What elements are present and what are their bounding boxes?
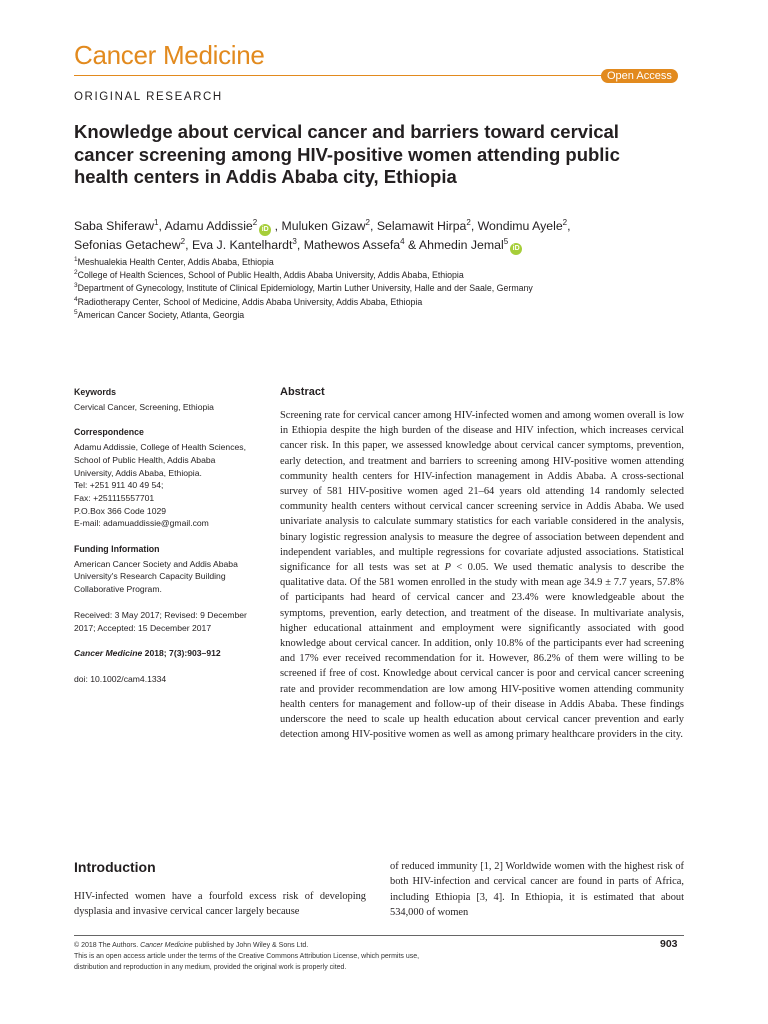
author-separator: , [271, 219, 282, 233]
author-separator: , [296, 238, 304, 252]
abstract-body: Screening rate for cervical cancer among HIV-infected women and among women overall is low in Ethiopia despite the high burden of the disease and HIV infection, which increases cervical cancer risk. In this paper, we assessed knowledge about cervical cancer symptoms, prevention, early detection, and treatment and barriers to screening among HIV-positive women attending community health centers for HIV-infection management in Addis Ababa. A cross-sectional survey of 581 HIV-positive women aged 21–64 years old attending 14 randomly selected community health centers without cervical cancer screening service in Addis Ababa. We used univariate analysis to calculate summary statistics for each variable considered in the analysis, binary logistic regression analysis to measure the degree of association between dependent and independent variables, and multiple regressions for covariate adjusted associations. Statistical significance for all tests was set at P < 0.05. We used thematic analysis to describe the qualitative data. Of the 581 women enrolled in the study with mean age 34.9 ± 7.7 years, 57.8% of participants had heard of cervical cancer and 23.4% were knowledgeable about the symptoms, prevention, early detection, and treatment of the disease. In multivariate analysis, higher educational attainment and employment were significantly associated with good knowledge about cervical cancer. In addition, only 10.8% of the participants ever had screening and 17% ever received recommendation for it. However, 86.2% of them were willing to be screened if free of cost. Knowledge about cervical cancer is poor and cervical cancer screening rate and provider recommendation are low among HIV-positive women attending community health centers for management and follow-up of their disease in Addis Ababa. These findings underscore the need to scale up health education about cervical cancer prevention and early detection among HIV-positive women as well as among primary healthcare providers in the city. [280, 410, 684, 741]
citation-journal: Cancer Medicine [74, 648, 143, 659]
affiliation-item: $^1$Meshualekia Health Center, Addis Ababa, Ethiopia [74, 256, 274, 267]
author-affiliation-mark: 5 [503, 236, 509, 246]
affiliation-item: $^2$College of Health Sciences, School of Public Health, Addis Ababa University, Addis Ababa, Ethiopia [74, 269, 464, 281]
author-affiliation-mark: 2 [180, 236, 186, 246]
author-name: Sefonias Getachew [74, 238, 181, 252]
author-name: Saba Shiferaw [74, 219, 154, 233]
funding-line: University's Research Capacity Building [74, 571, 226, 582]
author-affiliation-mark: 2 [466, 217, 471, 227]
article-dates [74, 609, 264, 634]
author-affiliation-mark: 2 [252, 217, 258, 227]
doi-link[interactable]: doi: 10.1002/cam4.1334 [74, 673, 167, 684]
correspondence-line: P.O.Box 366 Code 1029 [74, 505, 167, 516]
citation-volume: 2018; 7(3):903–912 [142, 648, 221, 659]
license-line-1: This is an open access article under the terms of the Creative Commons Attribution License, which permits use, [74, 953, 420, 961]
keywords-block [74, 386, 264, 413]
correspondence-line: School of Public Health, Addis Ababa [74, 454, 216, 465]
author-separator: & [404, 238, 419, 252]
article-info-sidebar [74, 386, 264, 699]
correspondence-block [74, 426, 264, 530]
citation-block [74, 647, 264, 660]
affiliation-item: $^4$Radiotherapy Center, School of Medicine, Addis Ababa University, Addis Ababa, Ethiopia [74, 295, 423, 307]
journal-title: Cancer Medicine [74, 40, 265, 70]
author-name: Muluken Gizaw [281, 219, 366, 233]
author-name: Wondimu Ayele [477, 219, 563, 233]
open-access-badge: Open Access [601, 69, 678, 83]
author-separator: , [185, 238, 192, 252]
copyright-footer [74, 940, 634, 974]
license-line-2: distribution and reproduction in any medium, provided the original work is properly cited. [74, 964, 347, 972]
author-separator: , [567, 219, 571, 233]
affiliation-list [74, 256, 694, 322]
introduction-heading: Introduction [74, 859, 156, 875]
keywords-text: Cervical Cancer, Screening, Ethiopia [74, 401, 214, 412]
author-name: Selamawit Hirpa [376, 219, 467, 233]
date-line: 2017; Accepted: 15 December 2017 [74, 622, 212, 633]
author-name: Eva J. Kantelhardt [191, 238, 293, 252]
author-affiliation-mark: 2 [562, 217, 568, 227]
affiliation-item: $^3$Department of Gynecology, Institute of Clinical Epidemiology, Martin Luther University, Halle and der Saale, Germany [74, 282, 533, 294]
abstract-heading: Abstract [280, 386, 325, 398]
article-type: ORIGINAL RESEARCH [74, 91, 223, 103]
correspondence-line: University, Addis Ababa, Ethiopia. [74, 467, 202, 478]
orcid-icon[interactable]: iD [259, 224, 271, 236]
correspondence-line: Fax: +251115557701 [74, 492, 155, 503]
page-number: 903 [660, 938, 678, 950]
correspondence-line: Adamu Addissie, College of Health Sciences, [74, 442, 246, 453]
correspondence-text [74, 441, 264, 530]
funding-block [74, 543, 264, 596]
funding-line: Collaborative Program. [74, 584, 162, 595]
keywords-heading: Keywords [74, 387, 117, 397]
author-affiliation-mark: 2 [365, 217, 370, 227]
article-title: Knowledge about cervical cancer and barriers toward cervical cancer screening among HIV-positive women attending public health centers in Addis Ababa city, Ethiopia [74, 121, 620, 187]
orcid-icon[interactable]: iD [510, 243, 522, 255]
author-list [74, 217, 674, 255]
funding-heading: Funding Information [74, 544, 160, 555]
author-affiliation-mark: 1 [153, 217, 159, 227]
author-separator: , [470, 219, 478, 233]
correspondence-line: E-mail: adamuaddissie@gmail.com [74, 518, 209, 529]
copyright-line: © 2018 The Authors. Cancer Medicine published by John Wiley & Sons Ltd. [74, 942, 309, 949]
funding-line: American Cancer Society and Addis Ababa [74, 558, 238, 569]
correspondence-heading: Correspondence [74, 427, 144, 438]
introduction-column-1: HIV-infected women have a fourfold excess risk of developing dysplasia and invasive cervical cancer largely because [74, 891, 366, 918]
author-separator: , [158, 219, 165, 233]
introduction-column-2: of reduced immunity [1, 2] Worldwide women with the highest risk of both HIV-infection and cervical cancer are found in parts of Africa, including Ethiopia [3, 4]. In Ethiopia, it is estimated that about 534,000 of women [390, 861, 684, 918]
date-line: Received: 3 May 2017; Revised: 9 December [74, 609, 247, 620]
footer-rule [74, 935, 684, 936]
author-name: Ahmedin Jemal [418, 238, 504, 252]
author-affiliation-mark: 3 [292, 236, 297, 246]
author-name: Adamu Addissie [164, 219, 253, 233]
author-separator: , [370, 219, 377, 233]
header-rule [74, 75, 602, 76]
correspondence-line: Tel: +251 911 40 49 54; [74, 480, 164, 491]
affiliation-item: $^5$American Cancer Society, Atlanta, Georgia [74, 308, 245, 320]
author-affiliation-mark: 4 [400, 236, 405, 246]
funding-text [74, 558, 264, 596]
author-name: Mathewos Assefa [303, 238, 401, 252]
